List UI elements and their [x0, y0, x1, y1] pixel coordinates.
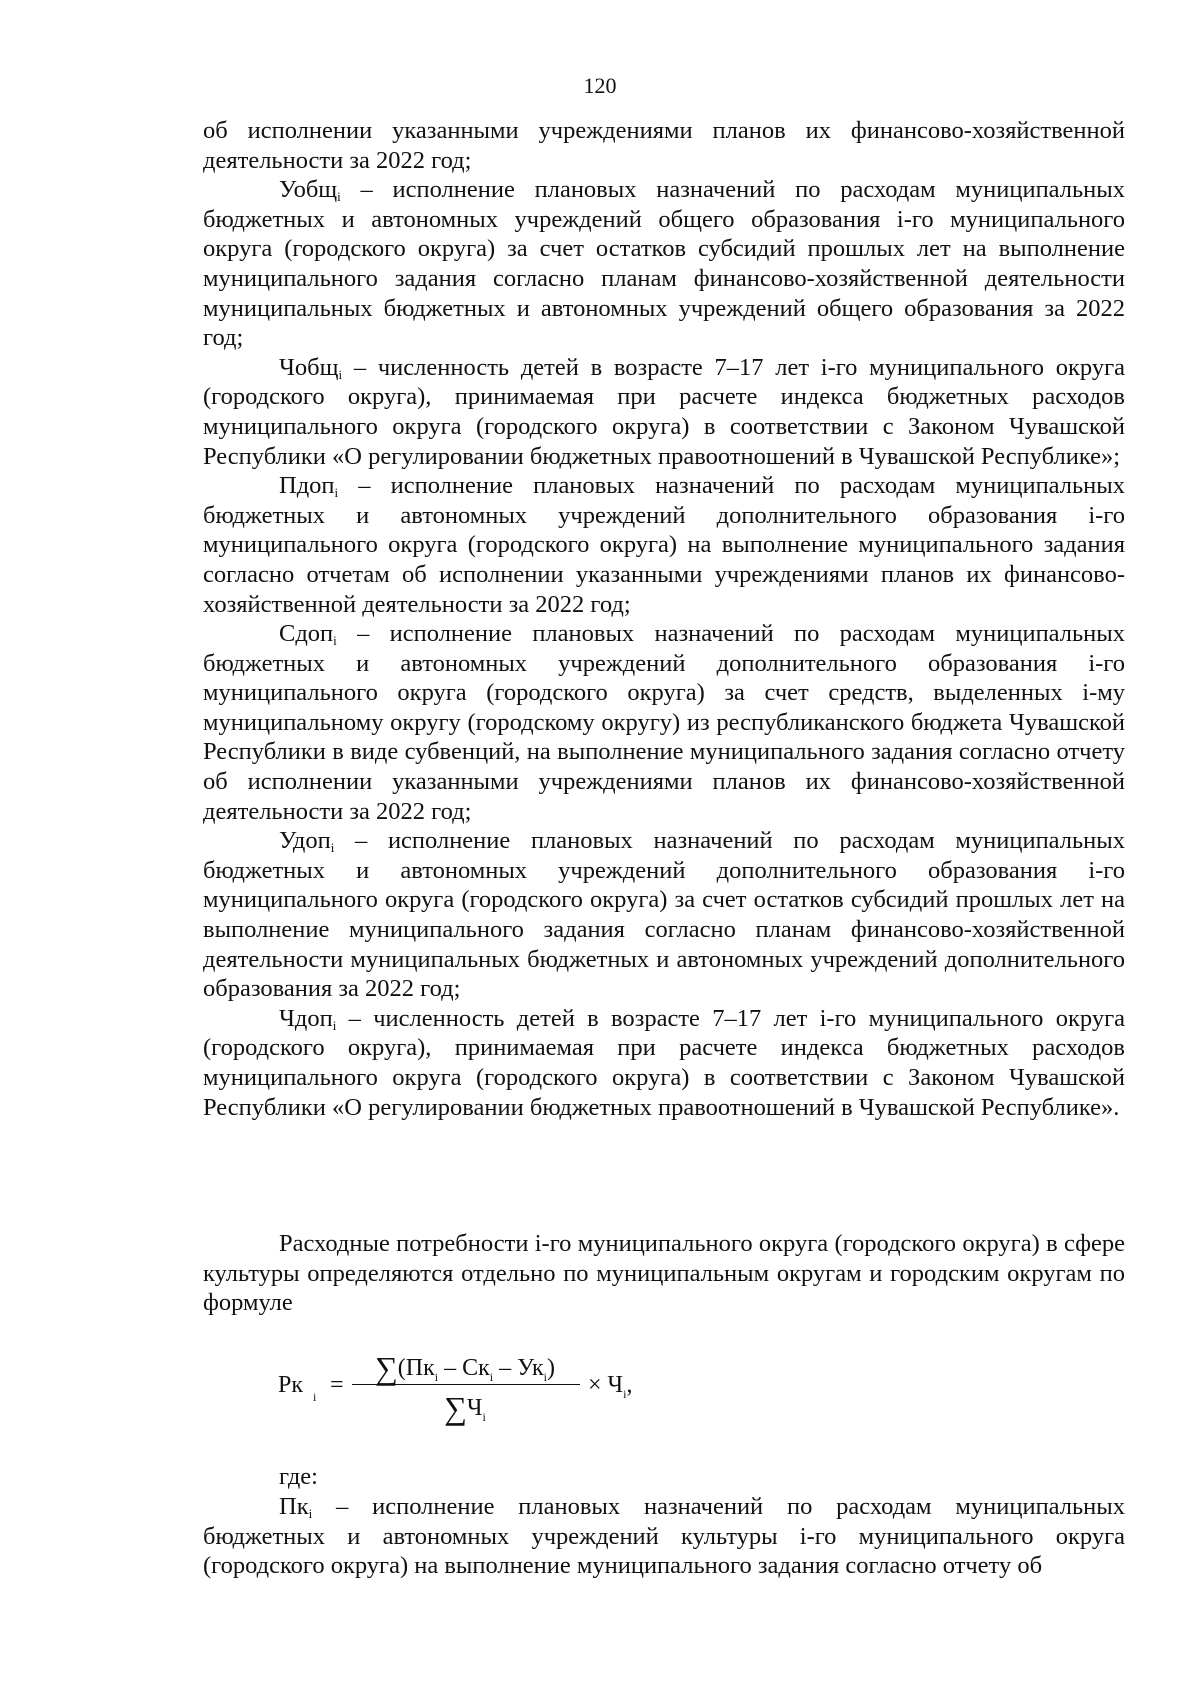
paragraph-text: об исполнении указанными учреждениями планов их финансово-хозяйственной деятельности за 2022 год; [203, 117, 1125, 174]
term: Чдоп [279, 1004, 333, 1032]
paragraph-text: – исполнение плановых назначений по расходам муниципальных бюджетных и автономных учреждений дополнительного образования i-го муниципального округа (городского округа) за счет средств, выделенных i-му муниципальному округу (городскому округу) из республиканского бюджета Чувашской Республики в виде субвенций, на выполнение муниципального задания согласно отчету об исполнении указанными учреждениями планов их финансово-хозяйственной деятельности за 2022 год; [203, 620, 1125, 825]
paragraph-text: – исполнение плановых назначений по расходам муниципальных бюджетных и автономных учреждений дополнительного образования i-го муниципального округа (городского округа) на выполнение муниципального задания согласно отчетам об исполнении указанными учреждениями планов их финансово-хозяйственной деятельности за 2022 год; [203, 472, 1125, 618]
sum-symbol: ∑ [374, 1350, 398, 1386]
term-subscript: i [337, 189, 341, 205]
closing-paren: ) [547, 1355, 556, 1381]
formula-lhs-subscript: i [313, 1390, 317, 1404]
formula-multiplier [588, 1372, 632, 1402]
formula-term-ch: Ч [466, 1395, 483, 1421]
term: Уобщ [279, 176, 338, 204]
text-block-culture [203, 1229, 1125, 1318]
formula-equals: = [330, 1372, 344, 1398]
formula-term-ck: Ск [462, 1355, 490, 1381]
subscript: i [434, 1370, 439, 1384]
formula-term-yk: Ук [517, 1355, 544, 1381]
formula [270, 1350, 650, 1430]
sum-symbol: ∑ [444, 1390, 467, 1426]
text-block-bottom [203, 1492, 1125, 1581]
term: Чобщ [279, 353, 339, 381]
paragraph [203, 826, 1125, 1004]
paragraph-text: – исполнение плановых назначений по расходам муниципальных бюджетных и автономных учреждений дополнительного образования i-го муниципального округа (городского округа) за счет остатков субсидий прошлых лет на выполнение муниципального задания согласно планам финансово-хозяйственной деятельности муниципальных бюджетных и автономных учреждений дополнительного образования за 2022 год; [203, 827, 1125, 1003]
paragraph-text: – исполнение плановых назначений по расходам муниципальных бюджетных и автономных учреждений общего образования i-го муниципального округа (городского округа) за счет остатков субсидий прошлых лет на выполнение муниципального задания согласно планам финансово-хозяйственной деятельности муниципальных бюджетных и автономных учреждений общего образования за 2022 год; [203, 176, 1125, 352]
term: Пдоп [279, 472, 335, 500]
text-block-top [203, 116, 1125, 1122]
subscript: i [489, 1370, 494, 1384]
subscript: i [543, 1370, 548, 1384]
subscript: i [623, 1387, 627, 1401]
minus-sign: – [493, 1355, 518, 1381]
comma: , [626, 1372, 633, 1398]
term: Пк [279, 1493, 309, 1520]
paragraph [203, 353, 1125, 471]
formula-denominator [350, 1390, 580, 1427]
times-term: × Ч [588, 1372, 624, 1398]
paragraph [203, 116, 1125, 175]
fraction-bar [352, 1384, 580, 1385]
term-subscript: i [330, 840, 335, 856]
term-subscript: i [308, 1506, 313, 1521]
formula-lhs: Рк [278, 1372, 304, 1398]
paragraph [203, 1004, 1125, 1122]
paragraph: Расходные потребности i-го муниципального округа (городского округа) в сфере культуры определяются отдельно по муниципальным округам и городским округам по формуле [203, 1230, 1125, 1317]
paragraph-text: – исполнение плановых назначений по расходам муниципальных бюджетных и автономных учреждений культуры i-го муниципального округа (городского округа) на выполнение муниципального задания согласно отчету об [203, 1493, 1125, 1580]
where-label: где: [279, 1463, 318, 1490]
paragraph [203, 619, 1125, 826]
term-subscript: i [332, 1017, 337, 1033]
term-subscript: i [338, 366, 343, 382]
paragraph-text: – численность детей в возрасте 7–17 лет i-го муниципального округа (городского округа), принимаемая при расчете индекса бюджетных расходов муниципального округа (городского округа) в соответствии с Законом Чувашской Республики «О регулировании бюджетных правоотношений в Чувашской Республике»; [203, 353, 1125, 470]
formula-numerator [350, 1350, 580, 1387]
subscript: i [482, 1410, 486, 1424]
page-number: 120 [583, 73, 617, 98]
paragraph [203, 1492, 1125, 1581]
term-subscript: i [334, 485, 339, 501]
paragraph [203, 175, 1125, 353]
term-subscript: i [333, 633, 337, 649]
minus-sign: – [438, 1355, 463, 1381]
paragraph-text: – численность детей в возрасте 7–17 лет i-го муниципального округа (городского округа), принимаемая при расчете индекса бюджетных расходов муниципального округа (городского округа) в соответствии с Законом Чувашской Республики «О регулировании бюджетных правоотношений в Чувашской Республике». [203, 1004, 1125, 1121]
term: Сдоп [279, 620, 334, 648]
formula-term-pk: (Пк [397, 1355, 435, 1381]
term: Удоп [279, 827, 331, 855]
paragraph [203, 471, 1125, 619]
